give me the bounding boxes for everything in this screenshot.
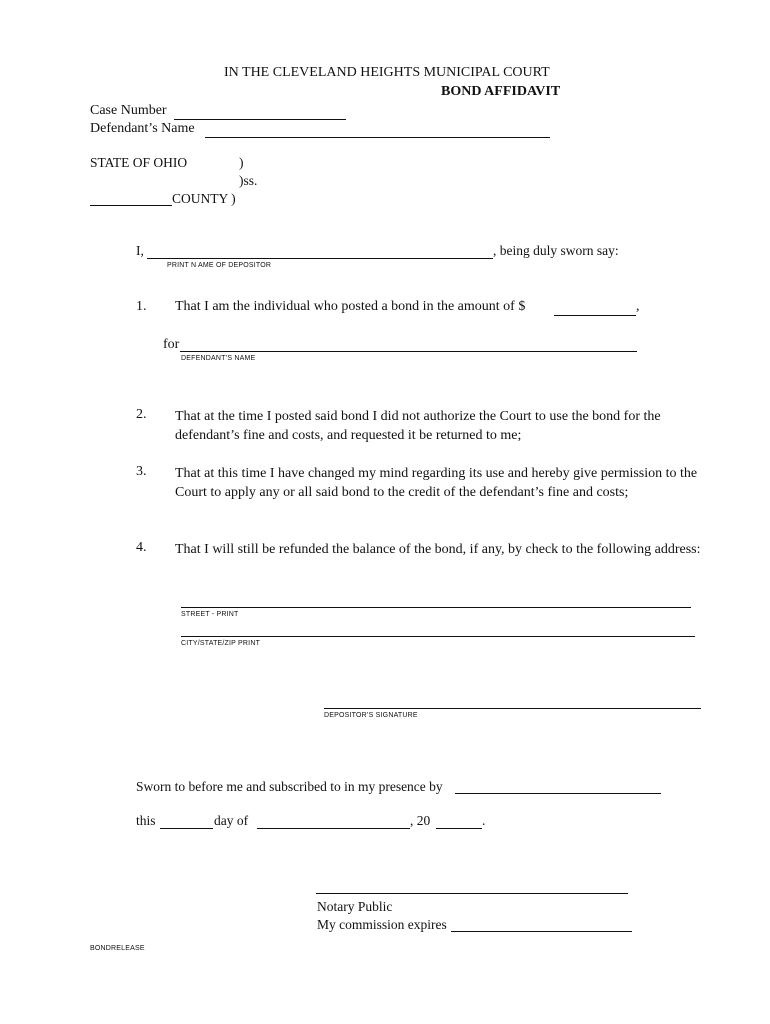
depositor-name-field[interactable] [147,258,493,259]
depositor-signature-field[interactable] [324,708,701,709]
item-3-number: 3. [136,464,147,479]
defendant-name-label: Defendant’s Name [90,121,195,136]
day-field[interactable] [160,828,213,829]
notary-signature-field[interactable] [316,893,628,894]
document-title: BOND AFFIDAVIT [441,84,561,99]
defendant-name-for-field[interactable] [180,351,637,352]
county-label: COUNTY ) [172,191,236,206]
commission-expires-field[interactable] [451,931,632,932]
oath-prefix: I, [136,243,144,258]
year-label: , 20 [410,813,431,828]
day-of-label: day of [214,813,249,828]
court-name: IN THE CLEVELAND HEIGHTS MUNICIPAL COURT [224,65,550,80]
sworn-by-field[interactable] [455,793,661,794]
city-state-zip-caption: CITY/STATE/ZIP PRINT [181,640,261,647]
state-label: STATE OF OHIO [90,155,188,170]
notary-title: Notary Public [317,899,393,914]
county-field[interactable] [90,205,172,206]
defendant-name-caption: DEFENDANT’S NAME [181,355,256,362]
oath-suffix: , being duly sworn say: [493,243,619,258]
for-label: for [163,337,180,352]
venue-paren-top: ) [239,155,244,170]
item-1-trail: , [636,299,640,314]
form-code: BONDRELEASE [90,945,145,952]
case-number-field[interactable] [174,119,346,120]
item-3-text: That at this time I have changed my mind regarding its use and hereby give permission to the Court to apply any or all said bond to the credit of the defendant’s fine and costs; [175,466,698,500]
month-field[interactable] [257,828,410,829]
item-4-number: 4. [136,540,147,555]
item-2-number: 2. [136,407,147,422]
year-field[interactable] [436,828,482,829]
this-label: this [136,813,156,828]
item-1-text: That I am the individual who posted a bond in the amount of $ [175,299,526,314]
sworn-text: Sworn to before me and subscribed to in my presence by [136,779,443,794]
item-2-text: That at the time I posted said bond I did not authorize the Court to use the bond for the defendant’s fine and costs, and requested it be returned to me; [175,409,661,443]
bond-amount-field[interactable] [554,315,636,316]
street-caption: STREET - PRINT [181,611,239,618]
item-1-number: 1. [136,299,147,314]
commission-expires-label: My commission expires [317,917,447,932]
sworn-period: . [482,813,486,828]
case-number-label: Case Number [90,103,167,118]
depositor-signature-caption: DEPOSITOR’S SIGNATURE [324,712,418,719]
defendant-name-field[interactable] [205,137,550,138]
street-field[interactable] [181,607,691,608]
item-4-text: That I will still be refunded the balance of the bond, if any, by check to the following address: [175,542,701,557]
city-state-zip-field[interactable] [181,636,695,637]
depositor-name-caption: PRINT N AME OF DEPOSITOR [167,262,272,269]
venue-ss: )ss. [239,173,258,188]
